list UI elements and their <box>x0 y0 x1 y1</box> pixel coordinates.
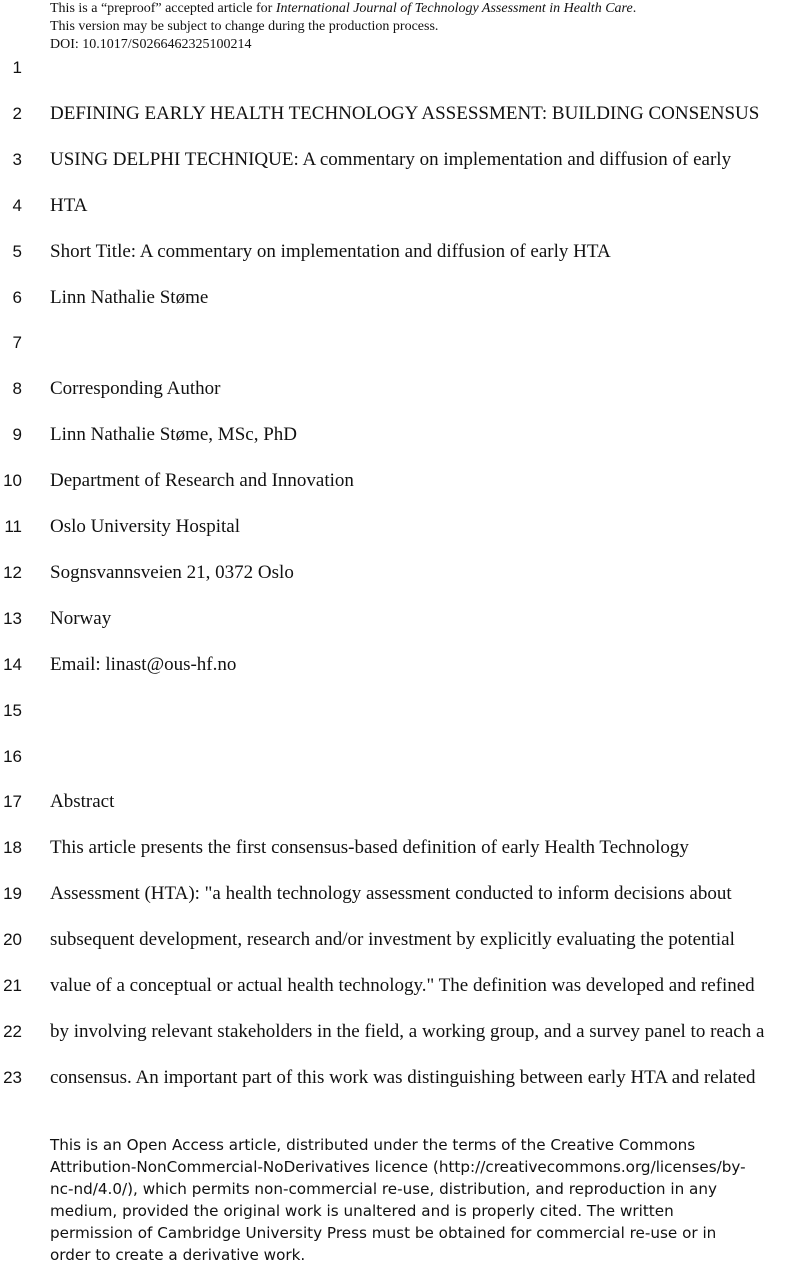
line-text: Department of Research and Innovation <box>50 470 354 492</box>
line-number: 3 <box>12 149 22 169</box>
line-number: 10 <box>3 471 22 491</box>
line-number: 9 <box>12 425 22 445</box>
footer-line: permission of Cambridge University Press must be obtained for commercial re-use or in <box>50 1224 717 1242</box>
line-text: consensus. An important part of this work was distinguishing between early HTA and related <box>50 1066 756 1088</box>
line-text: DEFINING EARLY HEALTH TECHNOLOGY ASSESSMENT: BUILDING CONSENSUS <box>50 102 760 124</box>
line-text: Linn Nathalie Støme <box>50 286 209 308</box>
manuscript-line <box>0 790 800 814</box>
line-text: subsequent development, research and/or investment by explicitly evaluating the potential <box>50 929 735 951</box>
manuscript-line <box>0 882 800 906</box>
line-text: Assessment (HTA): "a health technology assessment conducted to inform decisions about <box>50 883 732 905</box>
line-text: by involving relevant stakeholders in the field, a working group, and a survey panel to reach a <box>50 1020 765 1042</box>
line-text: This article presents the first consensus-based definition of early Health Technology <box>50 837 689 859</box>
header-line-1 <box>50 0 790 18</box>
preproof-header <box>50 0 790 54</box>
line-number: 7 <box>12 333 22 353</box>
manuscript-line <box>0 331 800 355</box>
line-text: Norway <box>50 607 112 629</box>
line-number: 12 <box>3 562 22 582</box>
manuscript-line <box>0 102 800 126</box>
manuscript-line <box>0 745 800 769</box>
line-text: Abstract <box>50 791 115 813</box>
line-number: 19 <box>3 884 22 904</box>
line-number: 11 <box>4 517 22 536</box>
footer-line: nc-nd/4.0/), which permits non-commercial re-use, distribution, and reproduction in any <box>50 1180 717 1198</box>
manuscript-line <box>0 148 800 172</box>
footer-line: order to create a derivative work. <box>50 1246 306 1264</box>
manuscript-line <box>0 469 800 493</box>
line-text: Sognsvannsveien 21, 0372 Oslo <box>50 561 294 583</box>
line-number: 16 <box>3 746 22 766</box>
line-text: Linn Nathalie Støme, MSc, PhD <box>50 424 297 446</box>
manuscript-line <box>0 194 800 218</box>
manuscript-line <box>0 836 800 860</box>
line-number: 6 <box>12 287 22 307</box>
line-text: HTA <box>50 194 88 216</box>
manuscript-line <box>0 240 800 264</box>
manuscript-line <box>0 286 800 310</box>
line-text: USING DELPHI TECHNIQUE: A commentary on implementation and diffusion of early <box>50 148 732 170</box>
manuscript-line <box>0 56 800 80</box>
line-number: 14 <box>3 654 22 674</box>
line-number: 5 <box>12 241 22 261</box>
open-access-notice <box>50 1134 800 1266</box>
footer-line: This is an Open Access article, distributed under the terms of the Creative Commons <box>50 1136 696 1154</box>
line-number: 20 <box>3 930 22 950</box>
line-text: Short Title: A commentary on implementation and diffusion of early HTA <box>50 240 611 262</box>
line-text: Corresponding Author <box>50 378 221 400</box>
line-number: 13 <box>3 608 22 628</box>
header-line-2: This version may be subject to change during the production process. <box>50 19 439 34</box>
line-number: 22 <box>3 1021 22 1041</box>
line-text: value of a conceptual or actual health technology." The definition was developed and refined <box>50 975 755 996</box>
line-text: Email: linast@ous-hf.no <box>50 653 237 675</box>
manuscript-line <box>0 607 800 631</box>
manuscript-line <box>0 653 800 677</box>
manuscript-line <box>0 1020 800 1044</box>
manuscript-line <box>0 974 800 998</box>
doi-line: DOI: 10.1017/S0266462325100214 <box>50 37 252 52</box>
line-number: 15 <box>3 700 22 720</box>
manuscript-line <box>0 1066 800 1090</box>
manuscript-line <box>0 561 800 585</box>
manuscript-line <box>0 515 800 539</box>
header-line-1-suffix: . <box>632 1 637 16</box>
manuscript-line <box>0 377 800 401</box>
manuscript-line <box>0 928 800 952</box>
line-number: 23 <box>3 1067 22 1087</box>
footer-line: medium, provided the original work is unaltered and is properly cited. The written <box>50 1202 674 1220</box>
manuscript-line <box>0 423 800 447</box>
manuscript-line <box>0 699 800 723</box>
line-text: Oslo University Hospital <box>50 516 240 537</box>
line-number: 18 <box>3 838 22 858</box>
line-number: 4 <box>12 195 22 215</box>
line-number: 17 <box>3 792 22 812</box>
line-number: 1 <box>12 58 22 77</box>
line-number: 2 <box>12 103 22 123</box>
journal-name: International Journal of Technology Assessment in Health Care <box>275 1 633 16</box>
footer-line: Attribution-NonCommercial-NoDerivatives licence (http://creativecommons.org/licenses/by- <box>50 1158 746 1176</box>
line-number: 21 <box>3 976 22 995</box>
line-number: 8 <box>12 379 22 399</box>
header-line-1-prefix: This is a “preproof” accepted article for <box>50 1 276 16</box>
